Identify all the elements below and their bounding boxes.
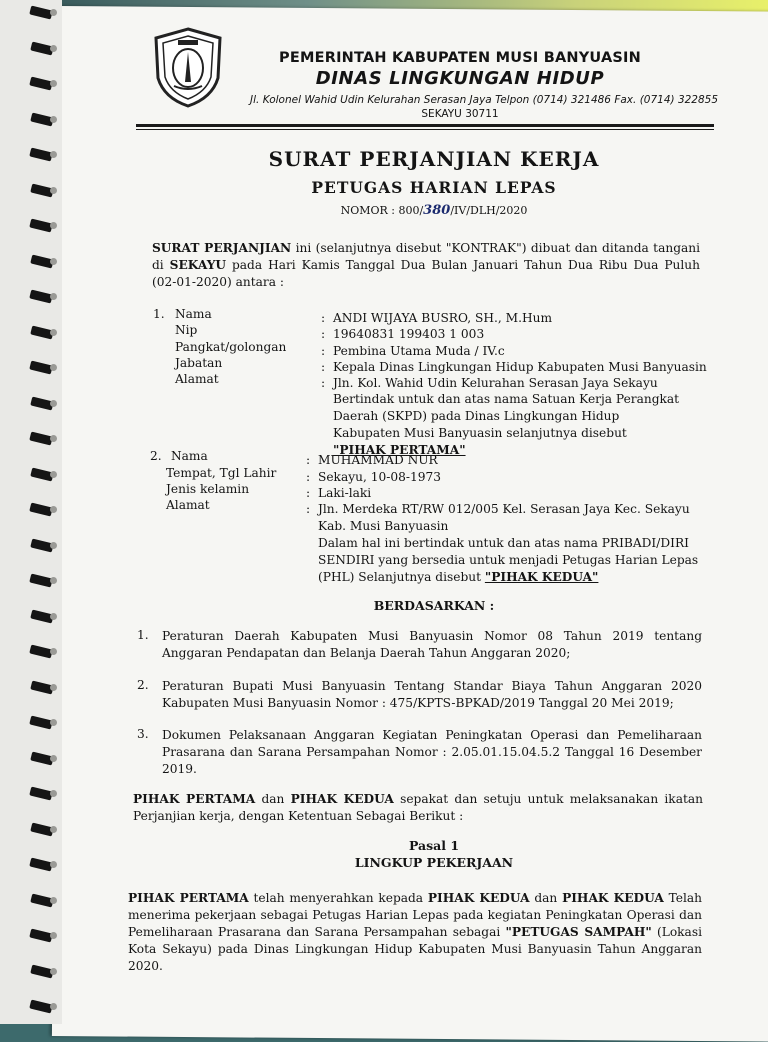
basis-heading: BERDASARKAN : [373,598,495,613]
agency-city: SEKAYU 30711 [421,108,499,120]
agency-name: DINAS LINGKUNGAN HIDUP [315,68,605,89]
punch-hole [50,187,57,194]
basis-num-3: 3. [137,727,149,741]
punch-hole [50,506,57,513]
pasal-1-heading: Pasal 1 [408,838,460,853]
punch-hole [50,755,57,762]
punch-hole [50,435,57,442]
party1-label-address: Alamat [175,372,219,386]
party1-label-rank: Pangkat/golongan [175,340,287,354]
party2-name: MUHAMMAD NUR [318,453,438,467]
document-number: NOMOR : 800/380/IV/DLH/2020 [340,203,528,218]
punch-hole [50,116,57,123]
basis-item-3: Dokumen Pelaksanaan Anggaran Kegiatan Peningkatan Operasi dan Pemeliharaan Prasarana dan Sarana Persampahan Nomor : 2.05.01.15.04.5.2 Tanggal 16 Desember 2019. [162,728,702,776]
punch-hole [50,542,57,549]
colon: : [321,311,326,325]
punch-hole [50,222,57,229]
letterhead-rule-thin [136,129,714,130]
punch-hole [50,45,57,52]
punch-hole [50,648,57,655]
basis-item-1: Peraturan Daerah Kabupaten Musi Banyuasin Nomor 08 Tahun 2019 tentang Anggaran Pendapatan dan Belanja Daerah Tahun Anggaran 2020; [162,629,702,660]
punch-hole [50,9,57,16]
party2-address: Jln. Merdeka RT/RW 012/005 Kel. Serasan Jaya Kec. Sekayu Kab. Musi Banyuasin [318,502,690,533]
party2-label-name: Nama [171,449,208,463]
government-name: PEMERINTAH KABUPATEN MUSI BANYUASIN [279,50,641,66]
punch-hole [50,826,57,833]
agency-address: Jl. Kolonel Wahid Udin Kelurahan Serasan Jaya Telpon (0714) 321486 Fax. (0714) 322855 [250,94,719,106]
colon: : [306,486,311,500]
punch-hole [50,861,57,868]
punch-hole [50,329,57,336]
punch-hole [50,719,57,726]
punch-hole [50,790,57,797]
party2-gender: Laki-laki [318,486,372,500]
punch-hole [50,80,57,87]
party2-note: Dalam hal ini bertindak untuk dan atas nama PRIBADI/DIRI SENDIRI yang bersedia untuk menjadi Petugas Harian Lepas (PHL) Selanjutnya disebut "PIHAK KEDUA" [318,536,699,584]
party2-number: 2. [150,449,162,463]
party1-position: Kepala Dinas Lingkungan Hidup Kabupaten Musi Banyuasin [333,360,707,374]
party1-role: "PIHAK PERTAMA" [333,443,466,457]
party1-note: Bertindak untuk dan atas nama Satuan Kerja Perangkat Daerah (SKPD) pada Dinas Lingkungan Hidup Kabupaten Musi Banyuasin selanjutnya disebut "PIHAK PERTAMA" [333,392,680,457]
punch-hole [50,293,57,300]
spiral-binding [0,0,62,1024]
punch-hole [50,1003,57,1010]
basis-num-2: 2. [137,678,149,692]
punch-hole [50,471,57,478]
party1-label-name: Nama [175,307,212,321]
party1-name: ANDI WIJAYA BUSRO, SH., M.Hum [333,311,552,325]
colon: : [321,327,326,341]
punch-hole [50,151,57,158]
party1-label-nip: Nip [175,323,198,337]
punch-hole [50,613,57,620]
basis-num-1: 1. [137,628,149,642]
party2-birth: Sekayu, 10-08-1973 [318,470,441,484]
party1-address: Jln. Kol. Wahid Udin Kelurahan Serasan Jaya Sekayu [333,376,658,390]
colon: : [306,470,311,484]
punch-hole [50,968,57,975]
party2-label-gender: Jenis kelamin [166,482,250,496]
document-title: SURAT PERJANJIAN KERJA [268,147,600,171]
punch-hole [50,932,57,939]
basis-item-2: Peraturan Bupati Musi Banyuasin Tentang Standar Biaya Tahun Anggaran 2020 Kabupaten Musi Banyuasin Nomor : 475/KPTS-BPKAD/2019 Tanggal 20 Mei 2019; [162,679,702,710]
colon: : [306,453,311,467]
party1-number: 1. [153,307,165,321]
intro-paragraph: SURAT PERJANJIAN ini (selanjutnya disebut "KONTRAK") dibuat dan ditanda tangani di SEKAYU pada Hari Kamis Tanggal Dua Bulan Januari Tahun Dua Ribu Dua Puluh (02-01-2020) antara : [152,241,701,289]
punch-hole [50,364,57,371]
colon: : [306,502,311,516]
document-subtitle: PETUGAS HARIAN LEPAS [311,178,557,197]
agreement-paragraph: PIHAK PERTAMA dan PIHAK KEDUA sepakat dan setuju untuk melaksanakan ikatan Perjanjian kerja, dengan Ketentuan Sebagai Berikut : [133,792,703,823]
punch-hole [50,897,57,904]
punch-hole [50,258,57,265]
pasal-1-subheading: LINGKUP PEKERJAAN [354,855,514,870]
party2-role: "PIHAK KEDUA" [484,570,599,584]
colon: : [321,344,326,358]
party1-label-position: Jabatan [175,356,223,370]
party2-label-birth: Tempat, Tgl Lahir [166,466,277,480]
party1-rank: Pembina Utama Muda / IV.c [333,344,505,358]
handwritten-number: 380 [423,203,451,218]
punch-hole [50,577,57,584]
party2-label-address: Alamat [166,498,210,512]
regency-emblem-icon [152,26,224,108]
letterhead-rule [136,124,714,127]
party1-nip: 19640831 199403 1 003 [333,327,485,341]
colon: : [321,376,326,390]
punch-hole [50,400,57,407]
pasal-1-paragraph: PIHAK PERTAMA telah menyerahkan kepada PIHAK KEDUA dan PIHAK KEDUA Telah menerima pekerjaan sebagai Petugas Harian Lepas pada kegiatan Peningkatan Operasi dan Pemeliharaan Prasarana dan Sarana Persampahan sebagai "PETUGAS SAMPAH" (Lokasi Kota Sekayu) pada Dinas Lingkungan Hidup Kabupaten Musi Banyuasin Tahun Anggaran 2020. [128,891,702,973]
colon: : [321,360,326,374]
punch-hole [50,684,57,691]
